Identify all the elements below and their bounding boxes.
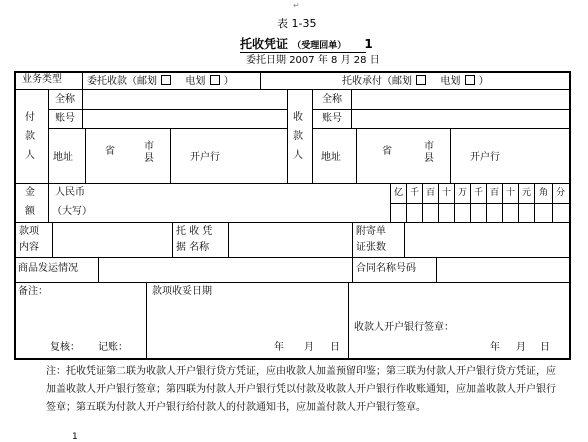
collection-date-month: 月	[304, 342, 314, 353]
collection-acceptance-option: 托收承付（邮划 电划 ）	[342, 76, 489, 87]
digit-header: 角	[539, 188, 549, 198]
table-label: 表 1-35	[277, 17, 317, 30]
amount-side-char: 金	[25, 187, 35, 198]
payee-city-label: 市	[424, 141, 434, 152]
collection-voucher-label-line1: 托 收 凭	[176, 226, 213, 237]
digit-header: 十	[506, 188, 516, 198]
payer-side-char: 人	[25, 150, 35, 161]
digit-header: 元	[522, 188, 532, 198]
digit-header: 百	[490, 188, 500, 198]
paragraph-mark: ↵	[293, 1, 300, 10]
amount-uppercase-label: （大写）	[52, 206, 92, 217]
digit-header: 千	[474, 188, 484, 198]
acceptance-wire-checkbox[interactable]	[465, 75, 475, 85]
entrust-collection-option: 委托收款（邮划 电划 ）	[87, 76, 234, 87]
document-title-sub: （受理回单）	[292, 41, 347, 51]
amount-side-char: 额	[25, 206, 35, 217]
collection-voucher-label-line2: 据 名称	[176, 242, 210, 253]
payment-item-label-line2: 内容	[19, 242, 39, 253]
payee-side-char: 人	[293, 150, 303, 161]
payer-county-label: 县	[144, 153, 154, 164]
payee-province-label: 省	[382, 146, 392, 157]
amount-currency-label: 人民币	[55, 187, 85, 198]
attachment-count-label-line2: 证张数	[356, 242, 386, 253]
digit-header: 千	[410, 188, 420, 198]
payee-address-label: 地址	[321, 152, 341, 163]
business-type-label: 业务类型	[22, 74, 62, 85]
mail-transfer-checkbox[interactable]	[161, 75, 171, 85]
collection-date-label: 款项收妥日期	[152, 286, 212, 297]
document-title-text: 托收凭证	[240, 37, 289, 51]
cursor-mark: 1	[72, 432, 78, 442]
payer-side-char: 款	[25, 131, 35, 142]
payee-side-char: 收	[293, 112, 303, 123]
payer-address-label: 地址	[53, 152, 73, 163]
payee-county-label: 县	[424, 153, 434, 164]
payee-bank-label: 开户行	[470, 152, 500, 163]
contract-name-label: 合同名称号码	[356, 263, 416, 274]
copy-number: 1	[364, 37, 373, 51]
footnote: 注：托收凭证第二联为收款人开户银行贷方凭证，应由收款人加盖预留印鉴；第三联为付款人开户银行贷方凭证，应加盖收款人开户银行签章；第四联为付款人开户银行凭以付款及收款人开户银行作收账通知，应加盖收款人开户银行签章；第五联为付款人开户银行给付款人的付款通知书，应加盖付款人开户银行签章。	[46, 366, 556, 413]
payer-side-char: 付	[25, 112, 35, 123]
seal-date-month: 月	[516, 342, 526, 353]
payee-side-char: 款	[293, 131, 303, 142]
attachment-count-label-line1: 附寄单	[356, 226, 386, 237]
digit-header: 百	[426, 188, 436, 198]
payer-account-label: 账号	[55, 113, 75, 124]
payee-account-label: 账号	[322, 113, 342, 124]
payment-item-label-line1: 款项	[19, 226, 39, 237]
payee-full-name-label: 全称	[322, 94, 342, 105]
goods-shipment-label: 商品发运情况	[18, 263, 78, 274]
digit-header: 万	[458, 188, 468, 198]
seal-date-day: 日	[540, 342, 550, 353]
digit-header: 十	[442, 188, 452, 198]
payer-province-label: 省	[105, 146, 115, 157]
payer-city-label: 市	[144, 141, 154, 152]
remarks-label: 备注：	[18, 286, 48, 297]
entrust-date-line: 委托日期 2007 年 8 月 28 日	[246, 55, 380, 66]
wire-transfer-checkbox[interactable]	[210, 75, 220, 85]
bookkeeper-label: 记账：	[98, 342, 128, 353]
digit-header: 分	[556, 188, 566, 198]
payer-bank-label: 开户行	[190, 152, 220, 163]
acceptance-mail-checkbox[interactable]	[416, 75, 426, 85]
reviewer-label: 复核：	[50, 342, 80, 353]
payee-bank-seal-label: 收款人开户银行签章：	[354, 322, 454, 333]
digit-header: 亿	[394, 188, 404, 198]
seal-date-year: 年	[490, 342, 500, 353]
collection-date-year: 年	[274, 342, 284, 353]
payer-full-name-label: 全称	[55, 94, 75, 105]
document-title	[240, 38, 373, 51]
collection-date-day: 日	[330, 342, 340, 353]
